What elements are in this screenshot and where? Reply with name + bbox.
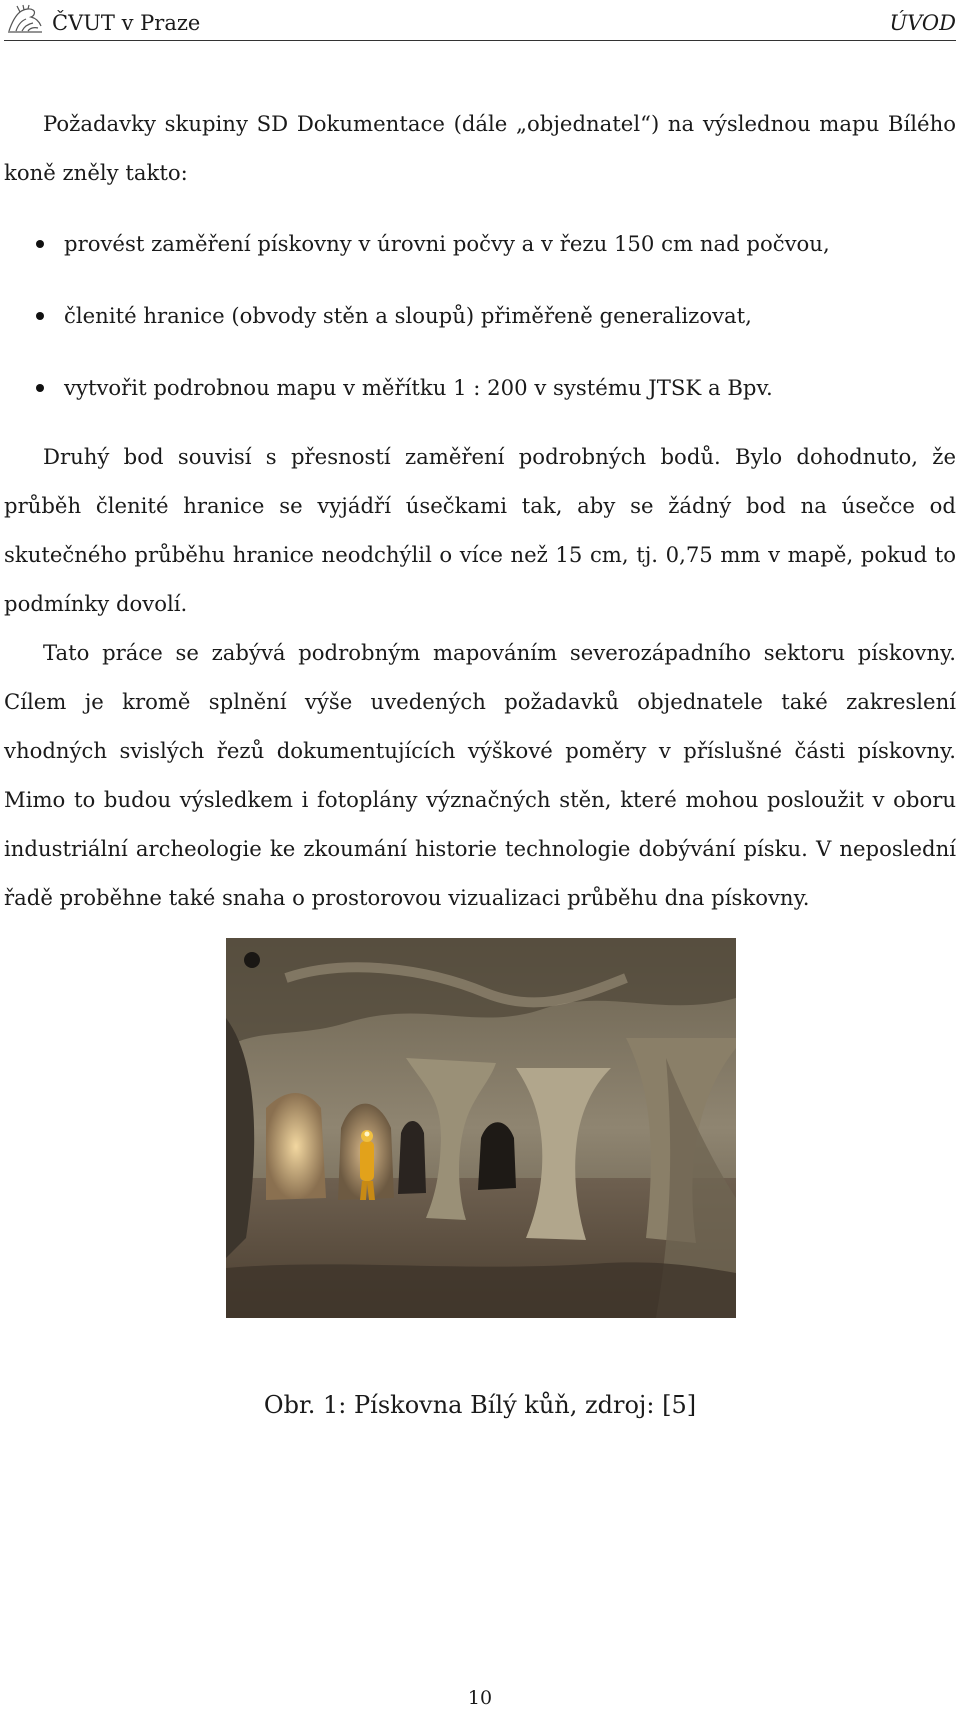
page-header [0, 0, 960, 42]
precision-paragraph: Druhý bod souvisí s přesností zaměření podrobných bodů. Bylo dohodnuto, že průběh členité hranice se vyjádří úsečkami tak, aby se žádný bod na úsečce od skutečného průběhu hranice neodchýlil o více než 15 cm, tj. 0,75 mm v mapě, pokud to podmínky dovolí. [4, 444, 956, 616]
list-item [36, 219, 956, 268]
tunnel-opening [478, 1122, 516, 1190]
page-body [4, 99, 956, 922]
lamp-fixture [244, 952, 260, 968]
list-item [36, 291, 956, 340]
bullet-icon [36, 384, 44, 392]
requirements-list [4, 219, 956, 412]
sandpit-photo [226, 938, 736, 1318]
page-number: 10 [467, 1687, 493, 1709]
scope-paragraph: Tato práce se zabývá podrobným mapováním severozápadního sektoru pískovny. Cílem je kromě splnění výše uvedených požadavků objednatele také zakreslení vhodných svislých řezů dokumentujících výškové poměry v příslušné části pískovny. Mimo to budou výsledkem i fotoplány význačných stěn, které mohou posloužit v oboru industriální archeologie ke zkoumání historie technologie dobývání písku. V neposlední řadě proběhne také snaha o prostorovou vizualizaci průběhu dna pískovny. [4, 640, 956, 910]
list-item-text: členité hranice (obvody stěn a sloupů) přiměřeně generalizovat, [64, 303, 752, 328]
tunnel-opening [398, 1121, 426, 1194]
bullet-icon [36, 312, 44, 320]
header-rule [4, 40, 956, 41]
figure-caption: Obr. 1: Pískovna Bílý kůň, zdroj: [5] [263, 1391, 697, 1419]
person-in-suit [360, 1141, 374, 1181]
tunnel-opening [266, 1093, 326, 1200]
header-university: ČVUT v Praze [52, 11, 201, 35]
bullet-icon [36, 240, 44, 248]
list-item [36, 363, 956, 412]
intro-paragraph: Požadavky skupiny SD Dokumentace (dále „objednatel“) na výslednou mapu Bílého koně zněly takto: [4, 111, 956, 185]
university-lion-logo [6, 4, 44, 34]
list-item-text: provést zaměření pískovny v úrovni počvy a v řezu 150 cm nad počvou, [64, 231, 830, 256]
list-item-text: vytvořit podrobnou mapu v měřítku 1 : 200 v systému JTSK a Bpv. [64, 375, 773, 400]
header-chapter: ÚVOD [889, 11, 956, 35]
